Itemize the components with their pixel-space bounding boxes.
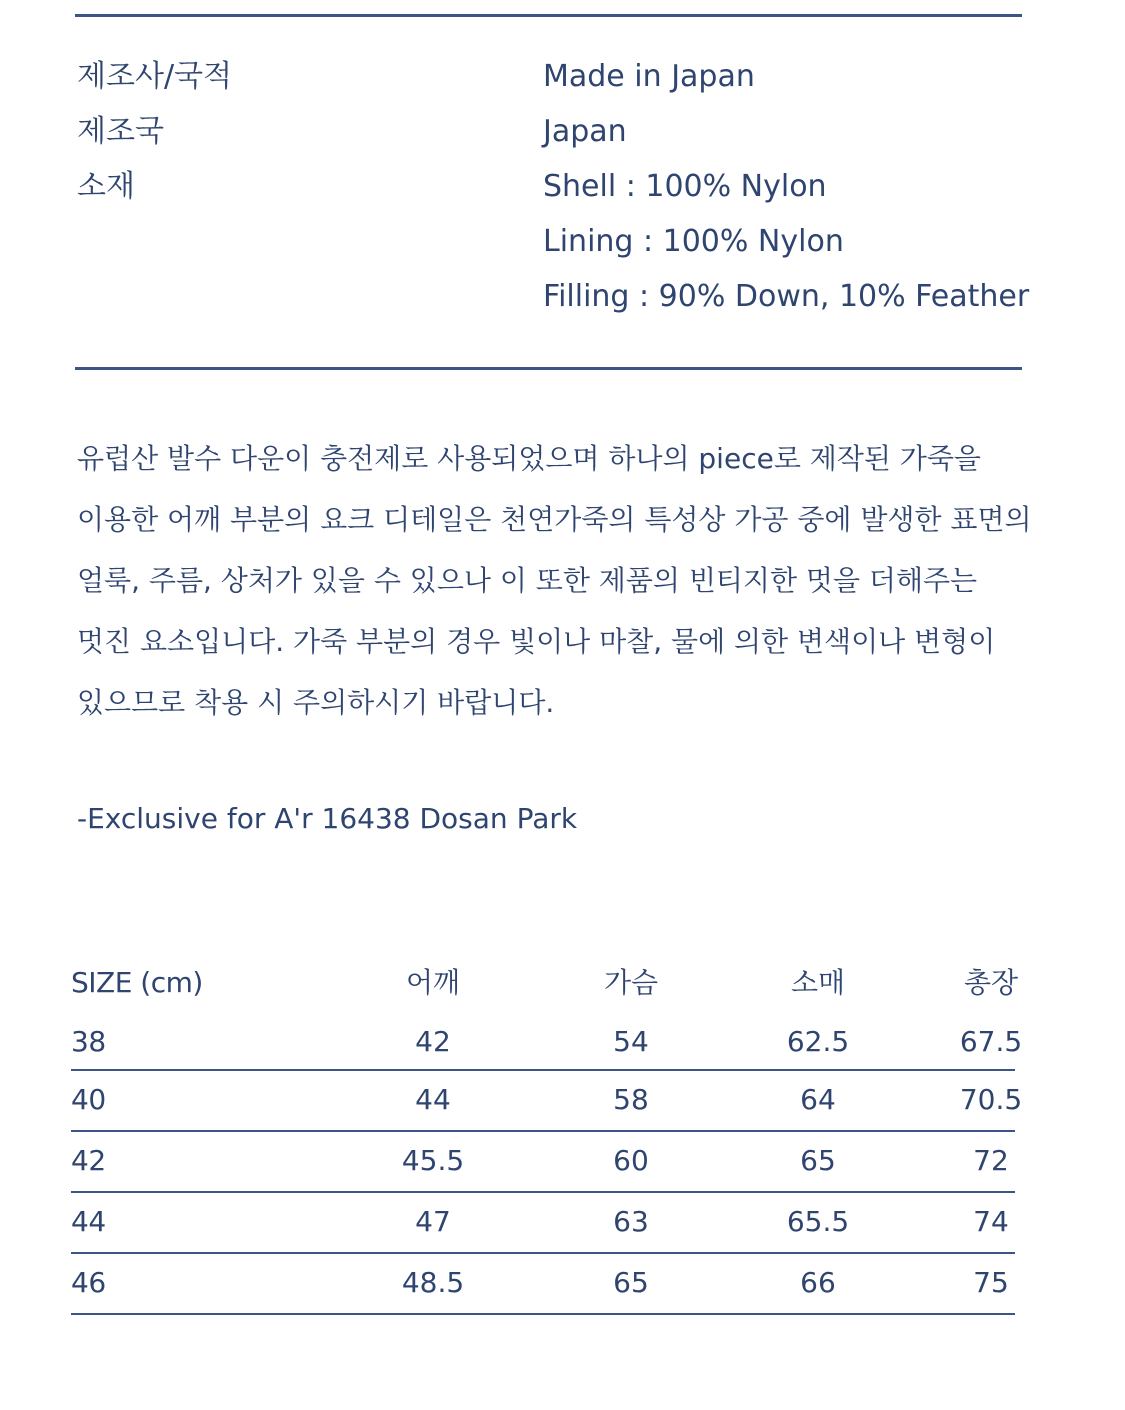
product-description [77, 428, 1037, 733]
description-line: 얼룩, 주름, 상처가 있을 수 있으나 이 또한 제품의 빈티지한 멋을 더해주는 [77, 564, 978, 597]
exclusive-note: -Exclusive for A'r 16438 Dosan Park [77, 802, 578, 835]
table-row [71, 1132, 1015, 1193]
cell-sleeve: 62.5 [786, 1025, 850, 1058]
spec-value-filling: Filling : 90% Down, 10% Feather [543, 279, 1030, 314]
cell-length: 70.5 [959, 1083, 1023, 1116]
cell-sleeve: 66 [800, 1266, 836, 1299]
spec-label-manufacturer: 제조사/국적 [77, 59, 233, 94]
cell-size: 42 [71, 1144, 106, 1177]
table-row [71, 1254, 1015, 1315]
middle-divider [75, 367, 1022, 370]
cell-size: 38 [71, 1025, 106, 1058]
cell-shoulder: 44 [415, 1083, 451, 1116]
cell-size: 46 [71, 1266, 106, 1299]
cell-shoulder: 45.5 [401, 1144, 465, 1177]
header-length: 총장 [963, 966, 1019, 999]
cell-shoulder: 47 [415, 1205, 451, 1238]
description-line: 이용한 어깨 부분의 요크 디테일은 천연가죽의 특성상 가공 중에 발생한 표면의 [77, 503, 1032, 536]
spec-label-material: 소재 [77, 169, 135, 204]
cell-shoulder: 42 [415, 1025, 451, 1058]
cell-shoulder: 48.5 [401, 1266, 465, 1299]
table-row [71, 1193, 1015, 1254]
spec-value-country: Japan [543, 114, 627, 149]
size-table [71, 958, 1023, 1315]
header-chest: 가슴 [603, 966, 659, 999]
header-sleeve: 소매 [790, 966, 846, 999]
cell-size: 40 [71, 1083, 106, 1116]
top-divider [75, 14, 1022, 17]
header-shoulder: 어깨 [405, 966, 461, 999]
description-line: 있으므로 착용 시 주의하시기 바랍니다. [77, 686, 555, 719]
cell-sleeve: 65.5 [786, 1205, 850, 1238]
description-line: 유럽산 발수 다운이 충전제로 사용되었으며 하나의 piece로 제작된 가죽을 [77, 442, 981, 475]
cell-chest: 58 [613, 1083, 649, 1116]
cell-length: 75 [973, 1266, 1009, 1299]
table-row [71, 1071, 1023, 1132]
cell-length: 74 [973, 1205, 1009, 1238]
header-size: SIZE (cm) [71, 966, 203, 999]
spec-value-shell: Shell : 100% Nylon [543, 169, 827, 204]
table-row [71, 1013, 1023, 1071]
spec-value-lining: Lining : 100% Nylon [543, 224, 844, 259]
cell-length: 67.5 [959, 1025, 1023, 1058]
cell-sleeve: 65 [800, 1144, 836, 1177]
cell-chest: 54 [613, 1025, 649, 1058]
cell-chest: 65 [613, 1266, 649, 1299]
cell-length: 72 [973, 1144, 1009, 1177]
cell-chest: 60 [613, 1144, 649, 1177]
cell-size: 44 [71, 1205, 106, 1238]
cell-sleeve: 64 [800, 1083, 836, 1116]
size-table-header [71, 958, 1019, 1013]
cell-chest: 63 [613, 1205, 649, 1238]
spec-value-manufacturer: Made in Japan [543, 59, 755, 94]
description-line: 멋진 요소입니다. 가죽 부분의 경우 빛이나 마찰, 물에 의한 변색이나 변형이 [77, 625, 996, 658]
spec-label-country: 제조국 [77, 114, 164, 149]
